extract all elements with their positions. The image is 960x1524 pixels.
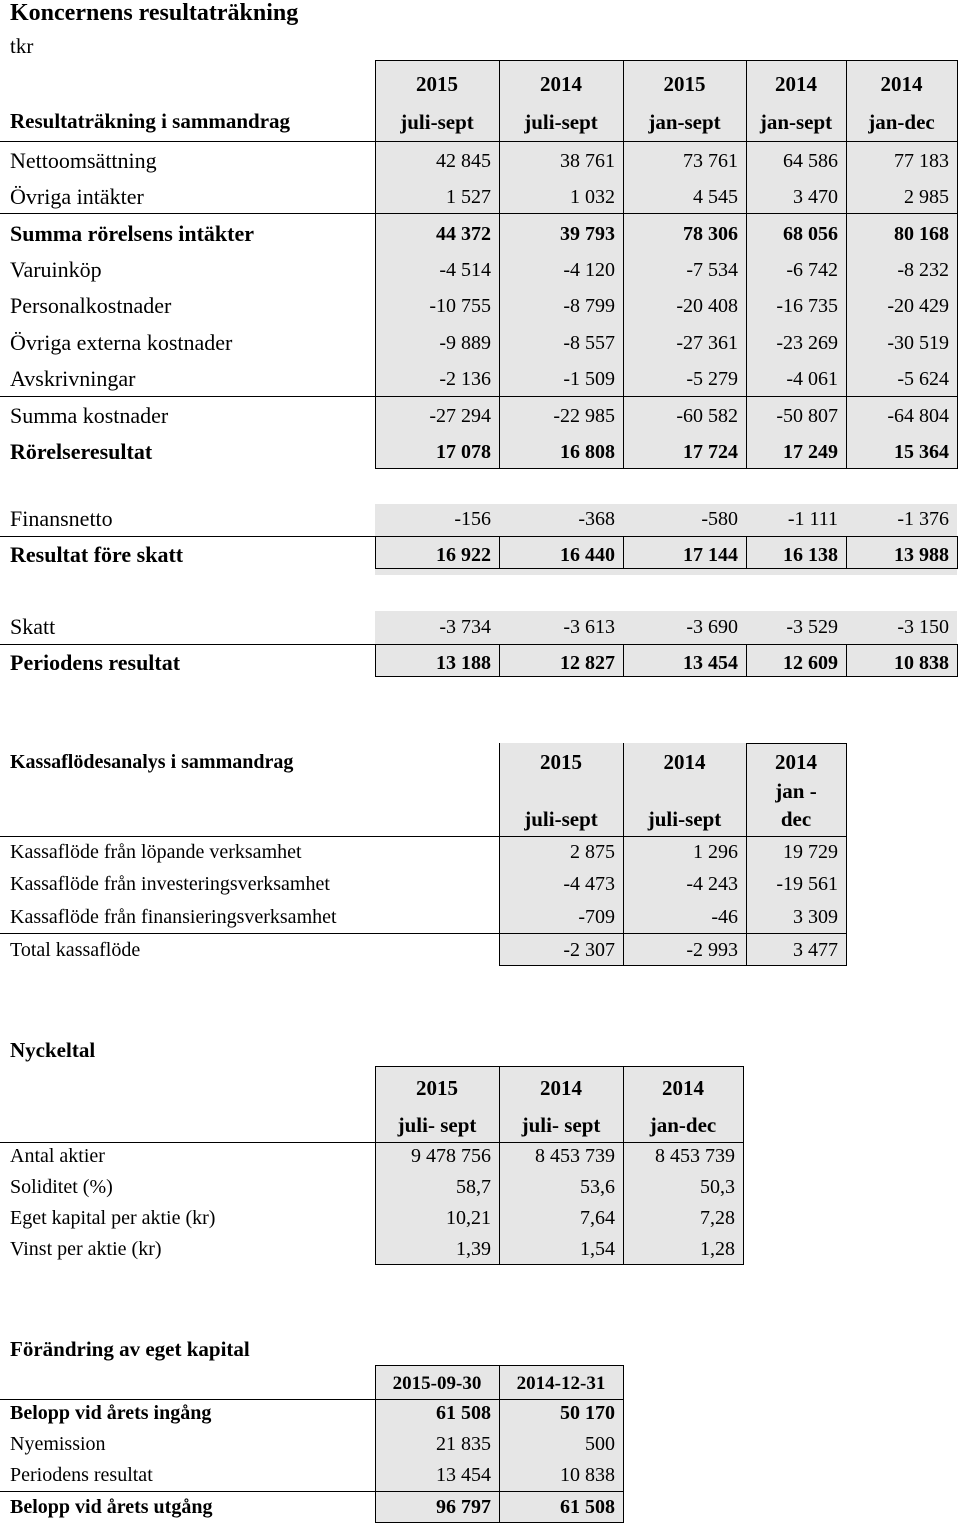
col-year: 2015 [416, 72, 458, 96]
cell-value: 10 838 [894, 652, 949, 674]
cell-value: -27 361 [676, 332, 738, 354]
cell-value: 58,7 [456, 1176, 491, 1198]
cell-value: -1 509 [563, 368, 615, 390]
cell-value: -8 232 [897, 259, 949, 281]
cell-value: -8 557 [563, 332, 615, 354]
col-year: 2014 [540, 72, 582, 96]
cell-value: 17 724 [683, 441, 738, 463]
cell-value: 77 183 [894, 150, 949, 172]
cell-value: -20 408 [676, 295, 738, 317]
cell-value: 50 170 [560, 1402, 615, 1424]
cell-value: 16 808 [560, 441, 615, 463]
cell-value: -27 294 [429, 405, 491, 427]
cell-value: -64 804 [887, 405, 949, 427]
page-title: Koncernens resultaträkning [10, 0, 299, 26]
cell-value: -3 734 [439, 616, 491, 638]
col-date: 2014-12-31 [516, 1373, 606, 1394]
cell-value: -60 582 [676, 405, 738, 427]
row-label: Rörelseresultat [10, 439, 153, 464]
cell-value: 16 138 [783, 544, 838, 566]
cell-value: -368 [578, 508, 615, 530]
row-label: Periodens resultat [10, 1464, 153, 1486]
cell-value: 17 078 [436, 441, 491, 463]
cell-value: 39 793 [560, 223, 615, 245]
row-label: Belopp vid årets utgång [10, 1496, 213, 1518]
row-label: Nyemission [10, 1433, 106, 1455]
cell-value: 1 296 [693, 841, 738, 863]
cell-value: -20 429 [887, 295, 949, 317]
equity-title: Förändring av eget kapital [10, 1337, 250, 1361]
cell-value: 61 508 [436, 1402, 491, 1424]
col-year: 2015 [416, 1076, 458, 1100]
cell-value: -156 [454, 508, 491, 530]
cell-value: 21 835 [436, 1433, 491, 1455]
cell-value: 9 478 756 [411, 1145, 491, 1167]
row-label: Antal aktier [10, 1145, 105, 1167]
cell-value: -4 061 [786, 368, 838, 390]
cell-value: -4 473 [563, 873, 615, 895]
row-label: Övriga externa kostnader [10, 330, 233, 355]
col-period: juli-sept [647, 807, 722, 831]
row-label: Personalkostnader [10, 293, 172, 318]
row-label: Kassaflöde från löpande verksamhet [10, 841, 302, 863]
cashflow-title: Kassaflödesanalys i sammandrag [10, 751, 294, 773]
row-label: Övriga intäkter [10, 184, 144, 209]
cell-value: -19 561 [776, 873, 838, 895]
cell-value: -10 755 [429, 295, 491, 317]
col-year: 2014 [880, 72, 923, 96]
cell-value: 2 985 [904, 186, 949, 208]
col-period: jan-dec [649, 1113, 717, 1137]
row-label: Kassaflöde från finansieringsverksamhet [10, 906, 337, 928]
col-period: dec [780, 807, 812, 831]
cell-value: 13 454 [436, 1464, 491, 1486]
cell-value: 17 249 [783, 441, 838, 463]
cell-value: 2 875 [570, 841, 615, 863]
cell-value: 17 144 [683, 544, 738, 566]
cell-value: -4 243 [686, 873, 738, 895]
cell-value: 13 454 [683, 652, 738, 674]
cell-value: -3 613 [563, 616, 615, 638]
cell-value: 1 032 [570, 186, 615, 208]
row-label: Resultat före skatt [10, 542, 184, 567]
cell-value: 61 508 [560, 1496, 615, 1518]
cell-value: 16 922 [436, 544, 491, 566]
cell-value: -2 993 [686, 939, 738, 961]
cell-value: -3 529 [786, 616, 838, 638]
col-period: juli-sept [400, 110, 474, 134]
cell-value: 64 586 [783, 150, 838, 172]
cell-value: -30 519 [887, 332, 949, 354]
cell-value: -50 807 [776, 405, 838, 427]
cell-value: -22 985 [553, 405, 615, 427]
cell-value: -580 [701, 508, 738, 530]
cell-value: -7 534 [686, 259, 738, 281]
cell-value: 10 838 [560, 1464, 615, 1486]
cell-value: 80 168 [894, 223, 949, 245]
cell-value: 12 609 [783, 652, 838, 674]
cell-value: -23 269 [776, 332, 838, 354]
unit-label: tkr [10, 34, 34, 58]
cell-value: -5 279 [686, 368, 738, 390]
cell-value: -3 690 [686, 616, 738, 638]
cell-value: -46 [711, 906, 738, 928]
row-label: Eget kapital per aktie (kr) [10, 1207, 216, 1229]
cell-value: -1 111 [787, 508, 838, 530]
col-date: 2015-09-30 [392, 1373, 482, 1394]
cell-value: -5 624 [897, 368, 949, 390]
cell-value: -2 136 [439, 368, 491, 390]
cell-value: 13 988 [894, 544, 949, 566]
cell-value: -1 376 [897, 508, 949, 530]
row-label: Avskrivningar [10, 366, 136, 391]
row-label: Periodens resultat [10, 650, 181, 675]
row-label: Summa rörelsens intäkter [10, 221, 255, 246]
col-period: jan-sept [648, 110, 721, 134]
col-year: 2015 [663, 72, 706, 96]
cell-value: 12 827 [560, 652, 615, 674]
row-label: Finansnetto [10, 506, 113, 531]
cell-value: 16 440 [560, 544, 615, 566]
cell-value: 8 453 739 [655, 1145, 735, 1167]
col-year: 2014 [775, 72, 817, 96]
cell-value: 44 372 [436, 223, 491, 245]
cell-value: 50,3 [700, 1176, 735, 1198]
row-label: Varuinköp [10, 257, 102, 282]
keyfigures-title: Nyckeltal [10, 1038, 96, 1062]
cell-value: -6 742 [786, 259, 838, 281]
col-period: juli-sept [524, 110, 598, 134]
cell-value: 7,28 [700, 1207, 735, 1229]
cell-value: -3 150 [897, 616, 949, 638]
cell-value: 7,64 [580, 1207, 615, 1229]
row-label: Soliditet (%) [10, 1176, 113, 1198]
col-period: jan-sept [759, 110, 833, 134]
col-year: 2014 [663, 750, 706, 774]
cell-value: 500 [585, 1433, 615, 1455]
cell-value: 3 477 [793, 939, 838, 961]
cell-value: 1,39 [456, 1238, 491, 1260]
cell-value: 73 761 [683, 150, 738, 172]
col-year: 2014 [662, 1076, 704, 1100]
col-period: jan - [775, 779, 817, 803]
col-period: juli-sept [524, 807, 598, 831]
col-year: 2015 [540, 750, 582, 774]
col-period: juli- sept [521, 1113, 601, 1137]
cell-value: 42 845 [436, 150, 491, 172]
cell-value: 96 797 [436, 1496, 491, 1518]
row-label: Vinst per aktie (kr) [10, 1238, 162, 1260]
cell-value: -709 [578, 906, 615, 928]
col-period: juli- sept [397, 1113, 477, 1137]
cell-value: -4 514 [439, 259, 491, 281]
col-year: 2014 [540, 1076, 582, 1100]
row-label: Skatt [10, 614, 56, 639]
cell-value: 78 306 [683, 223, 738, 245]
col-period: jan-dec [868, 110, 935, 134]
row-label: Total kassaflöde [10, 939, 141, 961]
cell-value: -4 120 [563, 259, 615, 281]
cell-value: 3 470 [793, 186, 838, 208]
cell-value: 38 761 [560, 150, 615, 172]
cell-value: 10,21 [446, 1207, 491, 1229]
cell-value: 1,54 [580, 1238, 615, 1260]
cell-value: 15 364 [894, 441, 949, 463]
cell-value: -9 889 [439, 332, 491, 354]
cell-value: 68 056 [783, 223, 838, 245]
cell-value: -8 799 [563, 295, 615, 317]
cell-value: 3 309 [793, 906, 838, 928]
row-label: Kassaflöde från investeringsverksamhet [10, 873, 330, 895]
cell-value: 1 527 [446, 186, 491, 208]
cell-value: 53,6 [580, 1176, 615, 1198]
cell-value: 13 188 [436, 652, 491, 674]
row-label: Summa kostnader [10, 403, 169, 428]
col-year: 2014 [775, 750, 817, 774]
cell-value: 4 545 [693, 186, 738, 208]
cell-value: -16 735 [776, 295, 838, 317]
row-label: Nettoomsättning [10, 148, 157, 173]
cell-value: 1,28 [700, 1238, 735, 1260]
row-label: Belopp vid årets ingång [10, 1402, 212, 1424]
income-table-title: Resultaträkning i sammandrag [10, 109, 291, 133]
cell-value: -2 307 [563, 939, 615, 961]
cell-value: 19 729 [783, 841, 838, 863]
cell-value: 8 453 739 [535, 1145, 615, 1167]
